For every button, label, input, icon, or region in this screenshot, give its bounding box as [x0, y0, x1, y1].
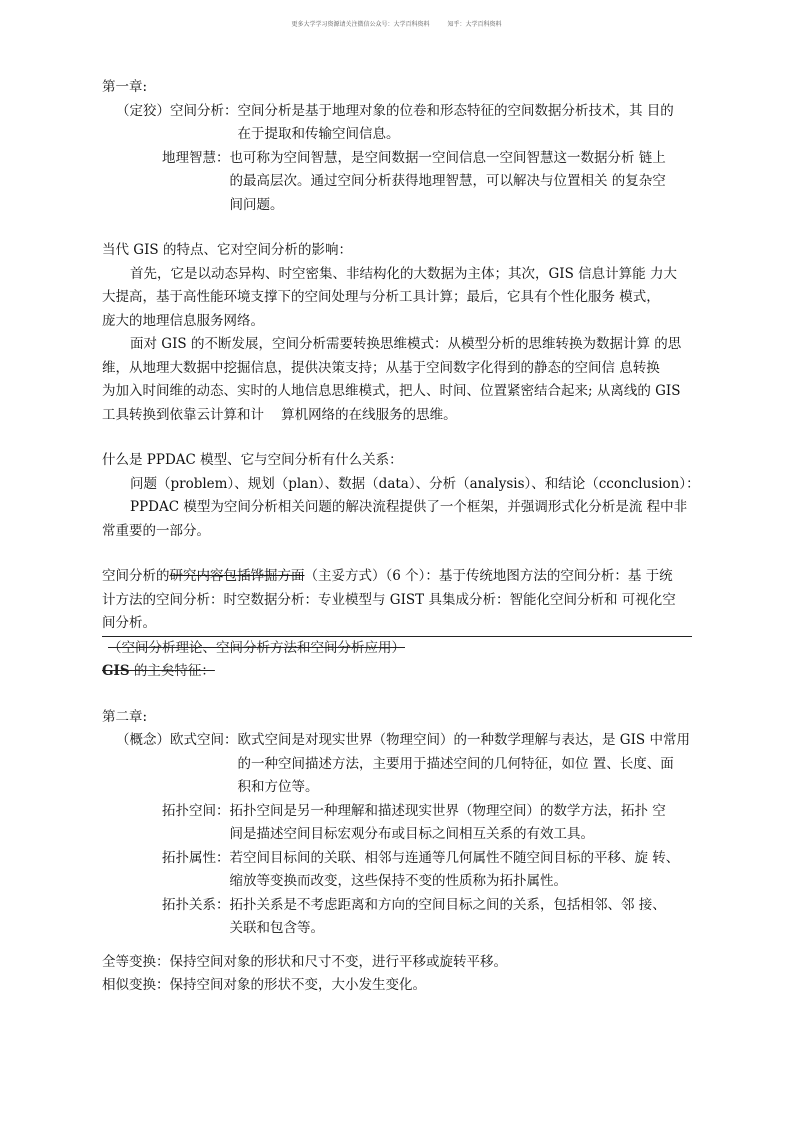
text-line: 欧式空间是对现实世界（物理空间）的一种数学理解与表达，是 GIS 中常用: [237, 732, 690, 748]
chapter2-title: 第二章:: [102, 708, 148, 725]
term-key: 拓扑关系：: [162, 896, 230, 913]
text-line: 间分析。: [102, 612, 692, 637]
struck-line: [102, 660, 692, 684]
text-line: 也可称为空间智慧，是空间数据一空间信息一空间智慧这一数据分析 链上: [229, 149, 666, 166]
definition-euclidean: [102, 729, 692, 800]
text-line: 庞大的地理信息服务网络。: [102, 312, 264, 329]
text-span: 空间分析的: [102, 568, 170, 584]
term-key: （概念）欧式空间：: [116, 732, 238, 748]
text-line: 拓扑关系是不考虑距离和方向的空间目标之间的关系，包括相邻、邻 接、: [229, 896, 666, 913]
text-line: 首先，它是以动态异构、时空密集、非结构化的大数据为主体；其次，GIS 信息计算能 力大: [130, 265, 677, 282]
text-line: 问题（problem）、规划（plan）、数据（data）、分析（analysis）、和结论（cconclusion）：: [130, 475, 700, 492]
text-line: 常重要的一部分。: [102, 522, 210, 539]
text-span: （主妥方式）（6 个）：基于传统地图方法的空间分析：基 于统: [304, 568, 673, 584]
text-line: 拓扑空间是另一种理解和描述现实世界（物理空间）的数学方法，拓扑 空: [229, 802, 666, 819]
text-line: 面对 GIS 的不断发展，空间分析需要转换思维模式：从模型分析的思维转换为数据计算 的思: [130, 336, 682, 352]
text-line: 的一种空间描述方法，主要用于描述空间的几何特征，如位 置、长度、面: [237, 755, 674, 772]
struck-bold: GIS: [102, 663, 130, 679]
definition-topo-space: [102, 800, 692, 847]
definition-geo-wisdom: [102, 147, 692, 218]
definition-topo-relation: [102, 894, 692, 941]
text-line: 间问题。: [229, 196, 284, 213]
term-key: 拓扑空间：: [162, 802, 230, 819]
text-line: 的最高层次。通过空间分析获得地理智慧，可以解决与位置相关 的复杂空: [229, 173, 666, 189]
term-key: （定狡）空间分析：: [116, 102, 238, 119]
document-body: [102, 76, 700, 998]
term-key: 拓扑属性：: [162, 849, 230, 866]
question-analysis-methods: [102, 565, 692, 589]
text-line: 计方法的空间分析：时空数据分析：专业模型与 GIST 具集成分析：智能化空间分析和 可视化空: [102, 591, 676, 608]
question-ppdac: 什么是 PPDAC 模型、它与空间分析有什么关系：: [102, 452, 403, 468]
similar-transform: 相似变换：保持空间对象的形状不变，大小发生变化。: [102, 977, 426, 993]
text-line: 空间分析是基于地理对象的位卷和形态特征的空间数据分析技术，其 目的: [237, 102, 674, 119]
question-gis-features: 当代 GIS 的特点、它对空间分析的影响：: [102, 242, 352, 258]
definition-spatial-analysis: [102, 100, 692, 147]
text-line: 间是描述空间目标宏观分布或目标之间相互关系的有效工具。: [229, 826, 594, 842]
text-line: 缩放等变换而改变，这些保持不变的性质称为拓扑属性。: [229, 873, 567, 889]
definition-topo-attr: [102, 847, 692, 894]
struck-text: 研究内容包插铧掘方面: [169, 568, 305, 584]
term-key: 地理智慧：: [162, 149, 230, 166]
header-left: 更多大学学习资源请关注微信公众号：大学百科资料: [291, 21, 430, 28]
chapter1-title: 第一章:: [102, 79, 148, 95]
text-line: 大提高，基于高性能环境支撑下的空间处理与分析工具计算；最后，它具有个性化服务 模式，: [102, 289, 660, 305]
header-right: 知乎：大学百科资料: [447, 21, 502, 28]
text-line: 维，从地理大数据中挖掘信息，提供决策支持；从基于空间数字化得到的静态的空间信 息转换: [102, 359, 660, 376]
text-line: 在于提取和传输空间信息。: [237, 126, 400, 142]
text-line: 为加入时间维的动态、实时的人地信息思维模式，把人、时间、位置紧密结合起来; 从离线的 GIS: [102, 383, 681, 399]
page-header: [0, 19, 793, 28]
text-line: PPDAC 模型为空间分析相关问题的解决流程提供了一个框架，并强调形式化分析是流 程中非: [130, 499, 688, 515]
struck-line: （空间分析理论、空间分析方法和空间分析应用）: [108, 639, 405, 656]
text-line: 积和方位等。: [237, 779, 319, 795]
congruent-transform: 全等变换：保持空间对象的形状和尺寸不变，进行平移或旋转平移。: [102, 953, 507, 970]
text-line: 关联和包含等。: [229, 920, 324, 936]
text-line: 工具转换到依靠云计算和计 算机网络的在线服务的思维。: [102, 406, 457, 423]
struck-text: 的主矣特征：: [129, 663, 215, 679]
text-line: 若空间目标间的关联、相邻与连通等几何属性不随空间目标的平移、旋 转、: [229, 849, 680, 866]
